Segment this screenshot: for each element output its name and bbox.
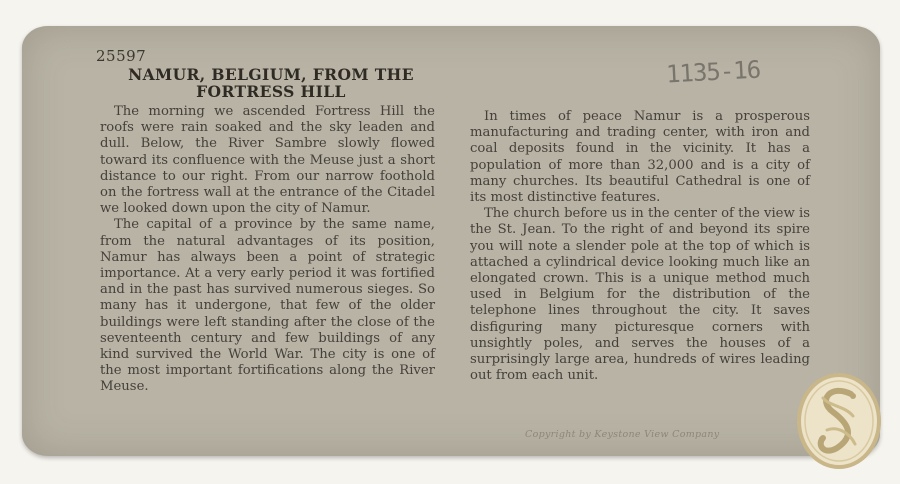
text-column-left	[100, 104, 435, 396]
text-column-right	[470, 109, 810, 384]
paragraph: The morning we ascended Fortress Hill the roofs were rain soaked and the sky leaden and dull. Below, the River Sambre slowly flowed toward its confluence with the Meuse just a short distance to our right. From our narrow foothold on the fortress wall at the entrance of the Citadel we looked down upon the city of Namur.	[100, 104, 435, 217]
card-title	[106, 66, 436, 100]
paragraph: The church before us in the center of the view is the St. Jean. To the right of and beyond its spire you will note a slender pole at the top of which is attached a cylindrical device looking much like an elongated crown. This is a unique method much used in Belgium for the distribution of the telephone lines throughout the city. It saves disfiguring many picturesque corners with unsightly poles, and serves the houses of a surprisingly large area, hundreds of wires leading out from each unit.	[470, 206, 810, 384]
handwritten-note: 1135-16	[665, 55, 761, 89]
catalog-number: 25597	[96, 47, 147, 65]
paragraph: The capital of a province by the same name, from the natural advantages of its position, Namur has always been a point of strategic importance. At a very early period it was fortified and in the past has survived numerous sieges. So many has it undergone, that few of the older buildings were left standing after the close of the seventeenth century and few buildings of any kind survived the World War. The city is one of the most important fortifications along the River Meuse.	[100, 217, 435, 395]
copyright-line: Copyright by Keystone View Company	[525, 429, 720, 440]
collector-monogram-stamp-icon	[793, 370, 885, 472]
title-line-2: FORTRESS HILL	[196, 82, 346, 101]
title-line-1: NAMUR, BELGIUM, FROM THE	[128, 65, 414, 84]
paragraph: In times of peace Namur is a prosperous manufacturing and trading center, with iron and coal deposits found in the vicinity. It has a population of more than 32,000 and is a city of many churches. Its beautiful Cathedral is one of its most distinctive features.	[470, 109, 810, 206]
